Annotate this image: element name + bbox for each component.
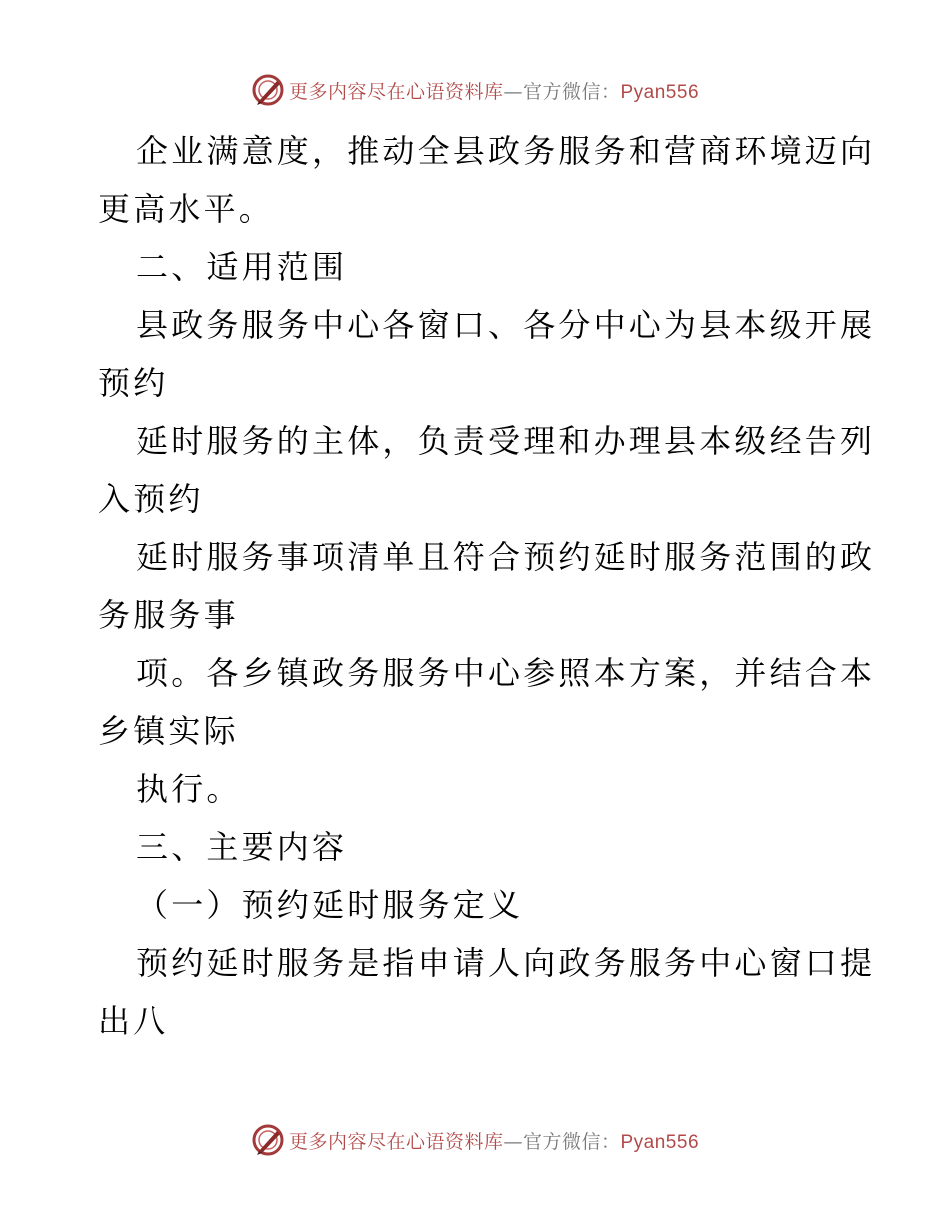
watermark-site-text: 更多内容尽在心语资料库 — [288, 80, 504, 103]
text-line: 预约延时服务是指申请人向政务服务中心窗口提 — [136, 944, 876, 982]
text-line: 延时服务的主体，负责受理和办理县本级经告列 — [136, 422, 876, 460]
text-line: 企业满意度，推动全县政务服务和营商环境迈向 — [136, 132, 876, 170]
header-watermark — [0, 70, 950, 110]
text-line: 出八 — [98, 1002, 169, 1040]
text-line: 项。各乡镇政务服务中心参照本方案，并结合本 — [136, 654, 876, 692]
watermark-wechat-label: 官方微信： — [522, 80, 621, 103]
text-line: 入预约 — [98, 480, 204, 518]
text-line: 务服务事 — [98, 596, 239, 634]
pen-logo-icon — [251, 73, 285, 107]
pen-logo-icon — [251, 1123, 285, 1157]
text-line: （一）预约延时服务定义 — [136, 886, 524, 924]
text-line: 更高水平。 — [98, 190, 275, 228]
watermark-dash: — — [503, 1130, 523, 1153]
watermark-text — [289, 1127, 699, 1154]
text-line: 二、适用范围 — [136, 248, 348, 286]
text-line: 乡镇实际 — [98, 712, 239, 750]
text-line: 三、主要内容 — [136, 828, 348, 866]
text-line: 县政务服务中心各窗口、各分中心为县本级开展 — [136, 306, 876, 344]
watermark-dash: — — [503, 80, 523, 103]
watermark-wechat-label: 官方微信： — [522, 1130, 621, 1153]
document-body — [98, 122, 876, 1050]
footer-watermark — [0, 1120, 950, 1160]
watermark-site-text: 更多内容尽在心语资料库 — [288, 1130, 504, 1153]
text-line: 执行。 — [136, 770, 242, 808]
watermark-text — [289, 77, 699, 104]
text-line: 预约 — [98, 364, 169, 402]
text-line: 延时服务事项清单且符合预约延时服务范围的政 — [136, 538, 876, 576]
watermark-account: Pyan556 — [620, 81, 700, 103]
watermark-account: Pyan556 — [620, 1131, 700, 1153]
